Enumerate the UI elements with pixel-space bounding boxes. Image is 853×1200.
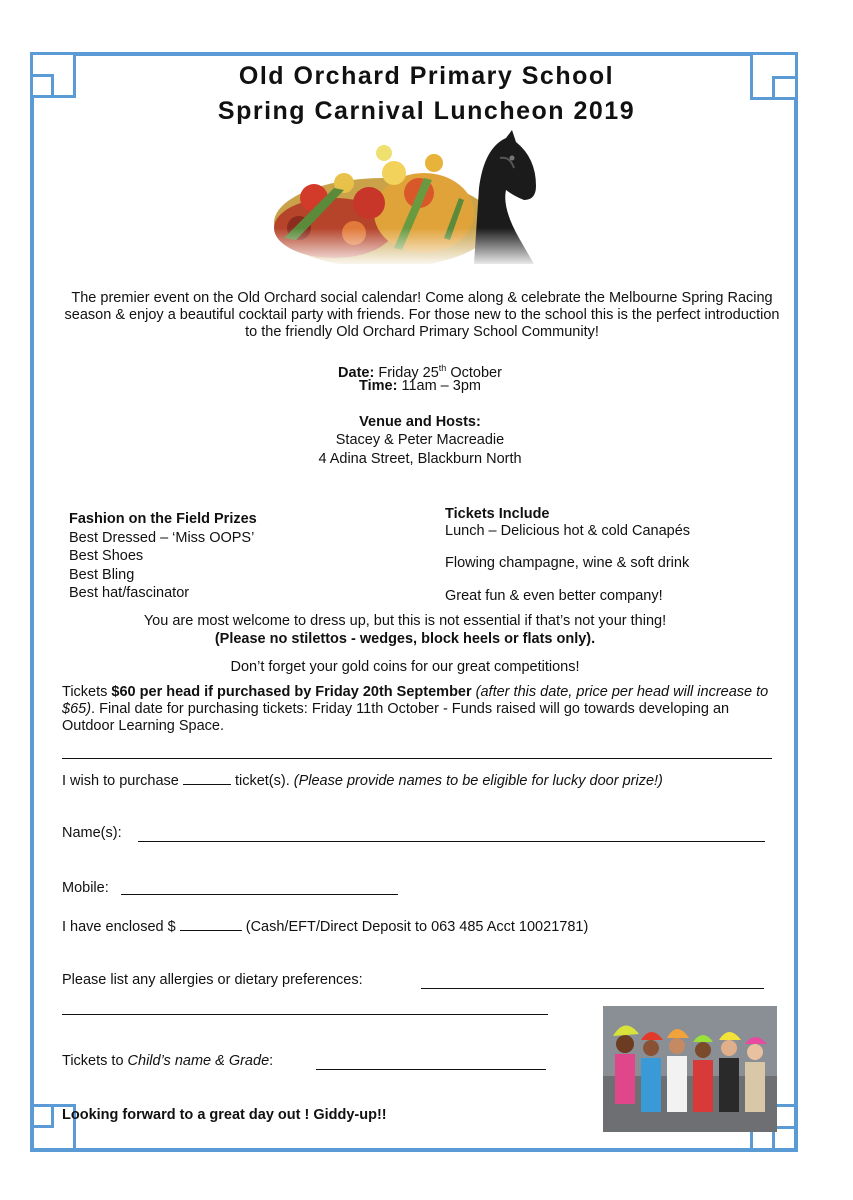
prize-item: Best Dressed – ‘Miss OOPS’ xyxy=(69,530,255,546)
purchase-note: (Please provide names to be eligible for lucky door prize!) xyxy=(293,773,663,789)
prize-item: Best Bling xyxy=(69,567,135,583)
tickets-include-item: Lunch – Delicious hot & cold Canapés xyxy=(445,523,691,539)
venue-hosts: Stacey & Peter Macreadie xyxy=(335,432,505,448)
venue-heading: Venue and Hosts: xyxy=(359,414,481,430)
purchase-suffix: ticket(s). xyxy=(234,773,290,789)
date-value: Friday 25 xyxy=(378,364,439,381)
allergies-label: Please list any allergies or dietary preferences: xyxy=(62,972,363,988)
title-school: Old Orchard Primary School xyxy=(238,62,615,90)
pricing-late-note: (after this date, price per head will increase to $65) xyxy=(62,684,769,717)
corner-ornament-bottom-left-inner xyxy=(30,1104,54,1128)
child-line xyxy=(62,1053,273,1070)
dress-note: You are most welcome to dress up, but this is not essential if that’s not your thing! xyxy=(143,613,667,629)
pricing-pre: Tickets xyxy=(62,684,112,700)
pricing-paragraph xyxy=(62,684,778,735)
mobile-label: Mobile: xyxy=(62,880,109,896)
names-field[interactable] xyxy=(138,825,765,842)
intro-paragraph: The premier event on the Old Orchard social calendar! Come along & celebrate the Melbourne Spring Racing season & enjoy a beautiful cocktail party with friends. For those new to the school this is the perfect introduction to the friendly Old Orchard Primary School Community! xyxy=(64,290,780,340)
names-label: Name(s): xyxy=(62,825,122,841)
enclosed-line xyxy=(62,917,588,936)
time-value: 11am – 3pm xyxy=(401,378,481,394)
tickets-include-heading: Tickets Include xyxy=(445,506,550,522)
dress-footwear-note: (Please no stilettos - wedges, block heels or flats only). xyxy=(214,631,596,647)
venue-address: 4 Adina Street, Blackburn North xyxy=(318,451,522,467)
tickets-include-item: Flowing champagne, wine & soft drink xyxy=(445,555,690,571)
purchase-line xyxy=(62,771,802,790)
enclosed-amount-field[interactable] xyxy=(180,917,242,931)
child-label-italic: Child’s name & Grade xyxy=(127,1053,270,1069)
pricing-rest: . Final date for purchasing tickets: Friday 11th October - Funds raised will go towards developing an Outdoor Learning Space. xyxy=(62,701,730,734)
child-name-grade-field[interactable] xyxy=(316,1053,546,1070)
prize-item: Best Shoes xyxy=(69,548,144,564)
purchase-label: I wish to purchase xyxy=(62,773,179,789)
ticket-quantity-field[interactable] xyxy=(183,771,231,785)
gold-coins-note: Don’t forget your gold coins for our great competitions! xyxy=(230,659,580,675)
prize-item: Best hat/fascinator xyxy=(69,585,190,601)
time-line xyxy=(0,378,840,395)
date-label: Date: xyxy=(338,364,375,381)
date-month: October xyxy=(450,364,502,381)
child-label-colon: : xyxy=(269,1053,274,1069)
child-label-pre: Tickets to xyxy=(62,1053,128,1069)
prizes-heading: Fashion on the Field Prizes xyxy=(69,511,257,527)
closing-message: Looking forward to a great day out ! Giddy-up!! xyxy=(62,1107,387,1123)
tickets-include-item: Great fun & even better company! xyxy=(445,588,663,604)
allergies-field-continued[interactable] xyxy=(62,1000,548,1015)
flowers-horse-image xyxy=(274,128,550,264)
enclosed-label: I have enclosed $ xyxy=(62,919,176,935)
title-event: Spring Carnival Luncheon 2019 xyxy=(217,97,636,125)
payment-details: (Cash/EFT/Direct Deposit to 063 485 Acct 10021781) xyxy=(245,919,589,935)
date-suffix: th xyxy=(438,363,447,373)
mobile-field[interactable] xyxy=(121,878,398,895)
fashion-models-photo xyxy=(603,1006,777,1132)
pricing-early-price: $60 per head if purchased by Friday 20th September xyxy=(111,684,472,700)
form-divider xyxy=(62,758,772,759)
allergies-field[interactable] xyxy=(421,972,764,989)
time-label: Time: xyxy=(359,378,398,394)
